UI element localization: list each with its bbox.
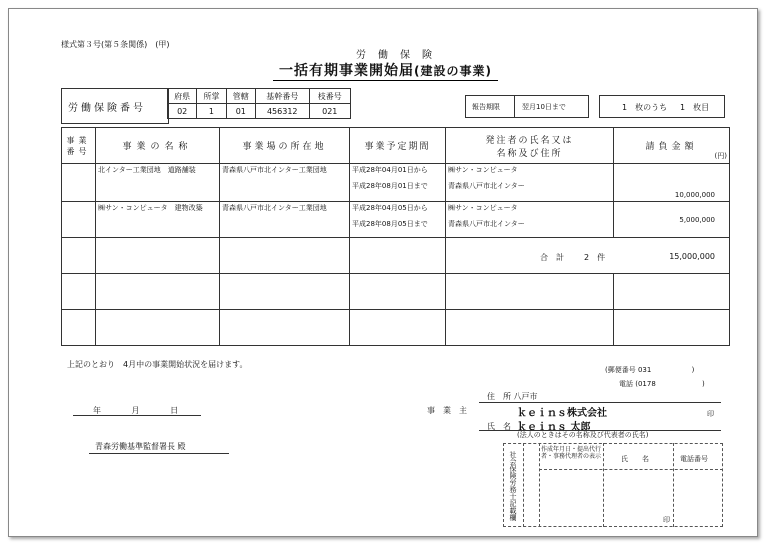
form-paper — [8, 8, 758, 537]
deadline-box — [465, 95, 589, 118]
header-kind: 労 働 保 険 — [356, 50, 433, 61]
form-title — [273, 60, 498, 80]
company-name: ｋｅｉｎｓ株式会社 — [517, 408, 607, 419]
table-row — [62, 238, 730, 274]
val-jurisdiction: 1 — [197, 104, 226, 119]
header-number — [62, 128, 96, 164]
header-client — [446, 128, 614, 164]
statement: 上記のとおり 4月中の事業開始状況を届けます。 — [67, 360, 248, 369]
recipient: 青森労働基準監督署長 殿 — [95, 442, 186, 451]
insurance-label: 労働保険番号 — [68, 103, 146, 114]
date-day: 日 — [170, 406, 179, 415]
employer-address — [487, 391, 538, 402]
row1-location: 青森県八戸市北インター工業団地 — [222, 166, 327, 174]
page-count-box — [599, 95, 725, 118]
col-prefecture: 府県 — [168, 89, 197, 104]
row2-start: 平成28年04月05日から — [352, 204, 428, 212]
phone — [619, 379, 705, 389]
employer-seal: 印 — [707, 410, 714, 418]
header-number-line2: 番号 — [66, 146, 91, 156]
title-sub: (建設の事業) — [414, 64, 492, 78]
address-label: 住 所 — [487, 392, 511, 401]
col-office: 管轄 — [226, 89, 255, 104]
header-amount-label: 請負金額 — [645, 142, 698, 152]
total-amount: 15,000,000 — [669, 252, 715, 261]
row1-amount: 10,000,000 — [674, 191, 715, 199]
header-location: 事業場の所在地 — [220, 128, 350, 164]
postal-close: ) — [691, 366, 695, 374]
row1-client-address: 青森県八戸市北インター — [448, 182, 525, 190]
postal-code — [605, 365, 694, 375]
deadline-label: 報告期限 — [472, 103, 500, 111]
date-year: 年 — [93, 406, 101, 415]
agent-box — [503, 443, 723, 527]
table-row — [62, 202, 730, 238]
row1-name: 北インター工業団地 道路舗装 — [98, 166, 196, 174]
phone-value: (0178 — [635, 380, 656, 388]
row2-amount: 5,000,000 — [679, 215, 715, 224]
phone-label: 電話 — [619, 380, 633, 388]
table-row — [62, 164, 730, 202]
page-total: 1 枚のうち — [622, 103, 668, 112]
val-base-number: 456312 — [255, 104, 309, 119]
header-number-line1: 事業 — [66, 135, 91, 145]
header-client-line1: 発注者の氏名又は — [485, 135, 574, 146]
col-branch-number: 枝番号 — [309, 89, 350, 104]
header-name: 事業の名称 — [96, 128, 220, 164]
name-label: 氏 名 — [487, 422, 511, 431]
header-amount-unit: (円) — [714, 152, 727, 160]
agent-seal: 印 — [663, 516, 670, 524]
row2-client-name: ㈱サン・コンピュータ — [448, 204, 518, 212]
row2-name: ㈱サン・コンピュータ 建物改築 — [98, 204, 203, 212]
row1-start: 平成28年04月01日から — [352, 166, 428, 174]
business-table — [61, 127, 730, 346]
val-office: 01 — [226, 104, 255, 119]
employer-label: 事 業 主 — [427, 406, 467, 415]
date-month: 月 — [131, 406, 140, 415]
table-row — [62, 310, 730, 346]
postal-label: (郵便番号 — [605, 366, 636, 374]
header-client-line2: 名称及び住所 — [496, 148, 563, 159]
address-value: 八戸市 — [513, 392, 538, 401]
table-row — [62, 274, 730, 310]
row2-location: 青森県八戸市北インター工業団地 — [222, 204, 327, 212]
insurance-number-table — [167, 88, 351, 119]
insurance-label-box — [61, 88, 169, 124]
agent-col1: 作成年月日・提出代行者・事務代理者の表示 — [541, 446, 602, 460]
postal-value: 031 — [637, 366, 652, 374]
header-period: 事業予定期間 — [350, 128, 446, 164]
agent-vertical-label: 社会保険労務士記載欄 — [509, 451, 517, 521]
representative-name: ｋｅｉｎｓ 太郎 — [517, 422, 591, 433]
form-code: 様式第３号(第５条関係) (甲) — [61, 40, 170, 49]
deadline-value: 翌月10日まで — [522, 103, 566, 111]
page-current: 1 枚目 — [680, 103, 710, 112]
val-prefecture: 02 — [168, 104, 197, 119]
header-amount — [614, 128, 730, 164]
total-label: 合 計 — [540, 253, 564, 262]
val-branch-number: 021 — [309, 104, 350, 119]
employer-note: (法人のときはその名称及び代表者の氏名) — [517, 431, 649, 439]
total-count: 2 件 — [584, 253, 606, 262]
row1-client-name: ㈱サン・コンピュータ — [448, 166, 518, 174]
col-jurisdiction: 所掌 — [197, 89, 226, 104]
title-main: 一括有期事業開始届 — [279, 63, 414, 79]
row2-client-address: 青森県八戸市北インター — [448, 220, 525, 228]
row2-end: 平成28年08月05日まで — [352, 220, 428, 228]
agent-col3: 電話番号 — [680, 455, 708, 463]
col-base-number: 基幹番号 — [255, 89, 309, 104]
phone-close: ) — [702, 380, 705, 388]
agent-col2: 氏 名 — [621, 455, 649, 463]
row1-end: 平成28年08月01日まで — [352, 182, 428, 190]
